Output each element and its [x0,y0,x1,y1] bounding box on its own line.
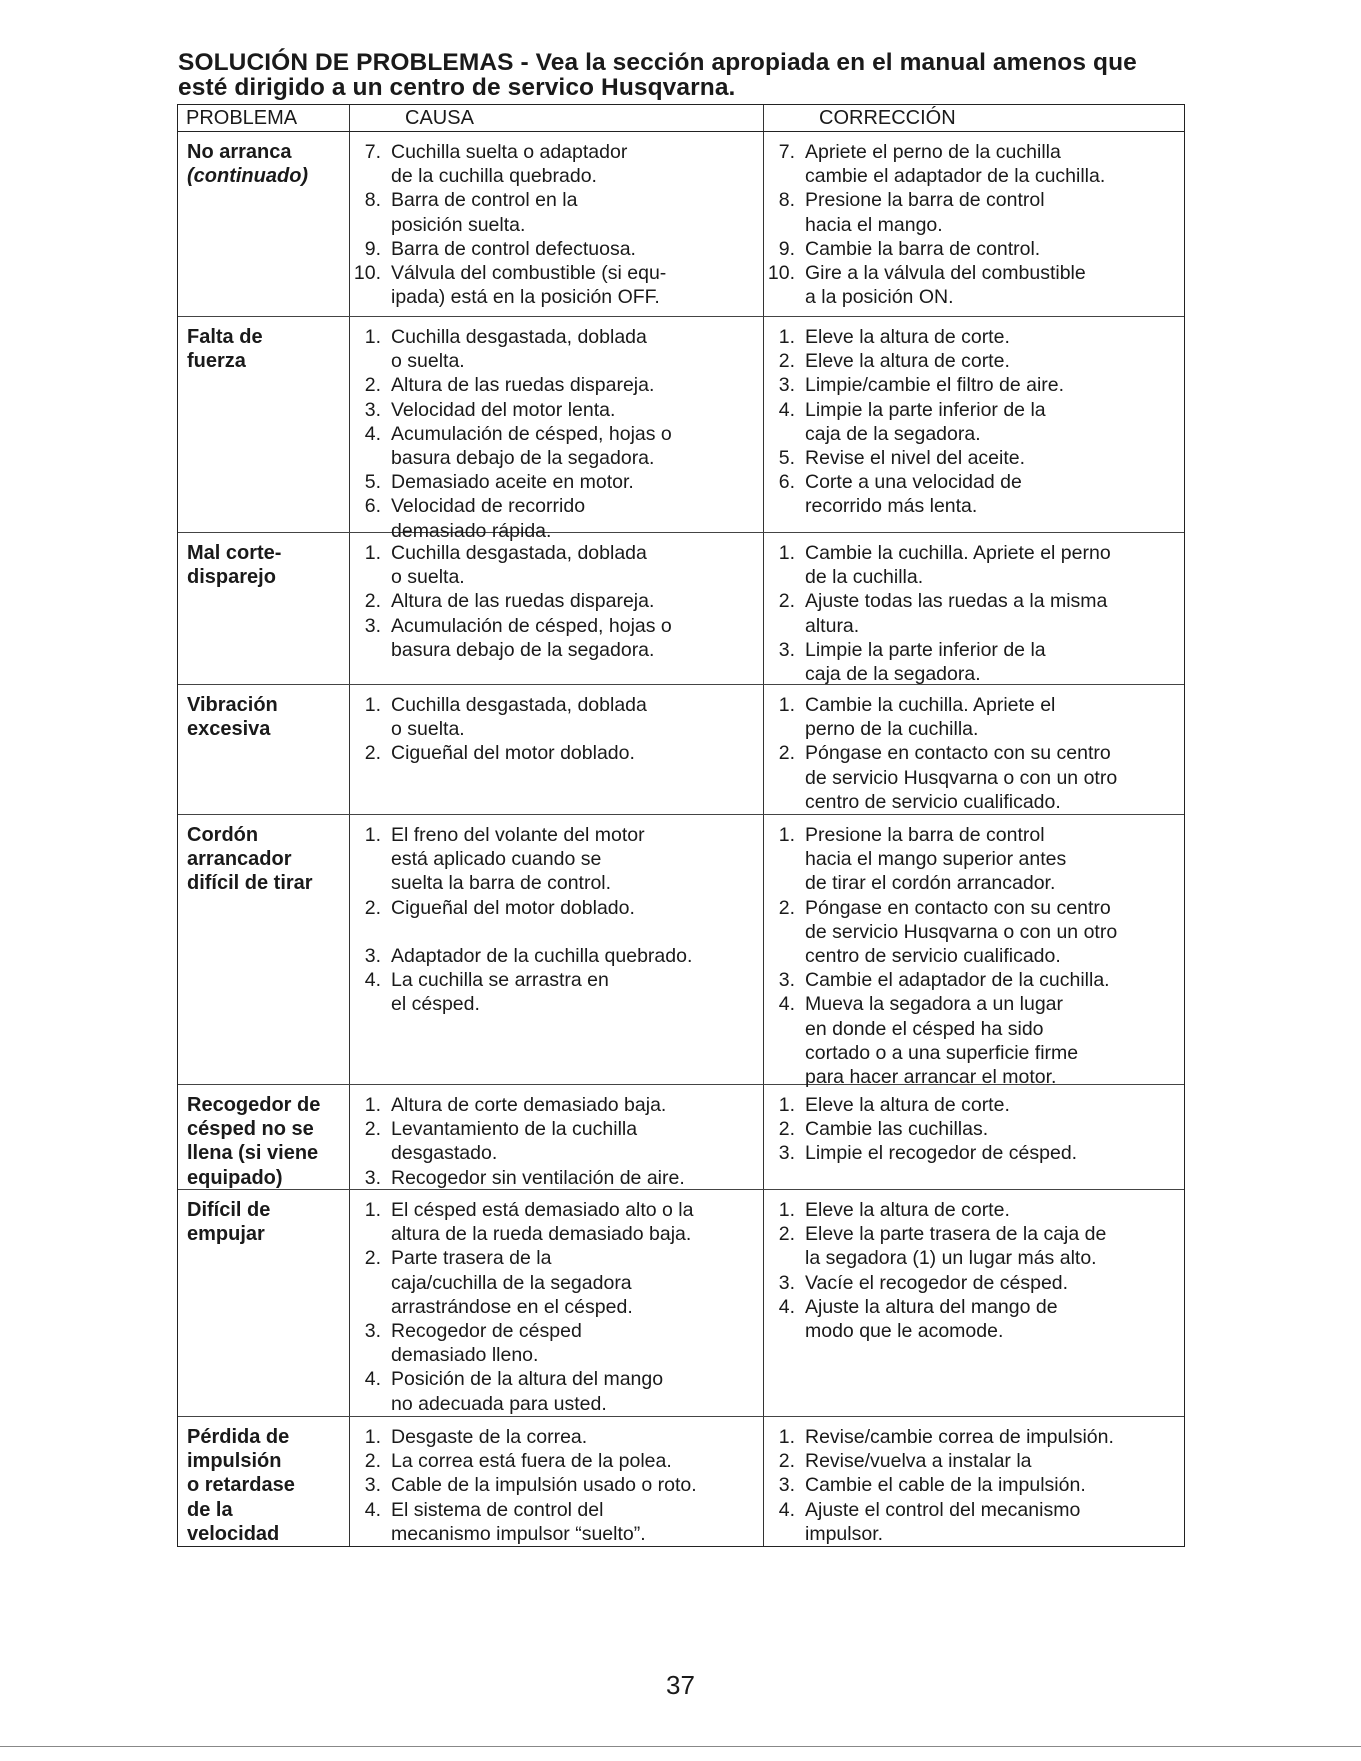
item-number: 10. [767,262,795,285]
item-text: Póngase en contacto con su centro de servicio Husqvarna o con un otro centro de servicio cualificado. [805,896,1118,968]
item-text: Cambie la barra de control. [805,237,1041,260]
correction-item [764,823,1184,896]
problem-label: Recogedor de césped no se llena (si viene equipado) [187,1094,321,1189]
item-number: 4. [364,1498,381,1521]
correction-item [764,638,1184,686]
item-text: Válvula del combustible (si equ- ipada) está en la posición OFF. [391,262,667,309]
item-text: Póngase en contacto con su centro de servicio Husqvarna o con un otro centro de servicio cualificado. [805,742,1118,813]
item-number: 2. [364,1450,381,1473]
correction-item [764,1271,1184,1295]
correction-item [764,237,1184,261]
item-number: 4. [364,969,381,992]
cause-item [350,1198,763,1246]
item-text: Ajuste todas las ruedas a la misma altura. [805,590,1108,637]
item-number: 4. [778,1498,795,1521]
problem-cell [178,132,350,316]
item-number: 3. [364,614,381,637]
correction-cell [764,1085,1184,1189]
item-text: Altura de corte demasiado baja. [391,1094,667,1116]
item-text: Cambie el adaptador de la cuchilla. [805,969,1110,992]
item-number: 4. [364,422,381,445]
correction-cell [764,1190,1184,1416]
correction-item [764,1449,1184,1473]
page-heading-line1: SOLUCIÓN DE PROBLEMAS - Vea la sección apropiada en el manual amenos que [178,49,1137,76]
cause-item [350,1367,763,1415]
correction-item [764,896,1184,969]
item-number: 1. [778,542,795,564]
item-number: 6. [364,495,381,518]
cause-item [350,1498,763,1546]
item-text: Cambie la cuchilla. Apriete el perno de la cuchilla. [805,694,1056,741]
item-text: Cambie la cuchilla. Apriete el perno de la cuchilla. [805,542,1111,589]
cause-item [350,614,763,662]
item-number: 1. [364,542,381,564]
item-text: Posición de la altura del mango no adecuada para usted. [391,1368,664,1415]
table-row [178,132,1184,317]
correction-cell [764,815,1184,1089]
item-text: Eleve la altura de corte. [805,1094,1010,1116]
item-text: El freno del volante del motor está aplicado cuando se suelta la barra de control. [391,824,645,895]
table-row [178,1190,1184,1417]
problem-label: Falta de fuerza [187,326,263,373]
problem-label: Difícil de empujar [187,1199,271,1246]
item-number: 7. [778,141,795,163]
item-number: 3. [364,1474,381,1497]
cause-item [350,1117,763,1165]
item-number: 9. [364,237,381,260]
page-heading [178,50,1198,100]
item-text: Limpie/cambie el filtro de aire. [805,374,1065,397]
problem-note: (continuado) [187,165,309,188]
cause-cell [350,317,764,542]
table-row [178,1417,1184,1546]
item-text: Velocidad del motor lenta. [391,398,616,421]
item-text: Eleve la parte trasera de la caja de la segadora (1) un lugar más alto. [805,1223,1107,1270]
problem-cell [178,533,350,684]
item-text: Recogedor sin ventilación de aire. [391,1166,685,1189]
item-text: El sistema de control del mecanismo impulsor “suelto”. [391,1498,646,1545]
bottom-rule [0,1746,1361,1747]
item-number: 1. [778,694,795,716]
item-number: 10. [353,262,381,285]
cause-item [350,188,763,236]
item-text: El césped está demasiado alto o la altura de la rueda demasiado baja. [391,1199,694,1246]
item-text: Eleve la altura de corte. [805,326,1010,348]
cause-item [350,1319,763,1367]
item-text: Cuchilla suelta o adaptador de la cuchilla quebrado. [391,141,628,188]
item-number: 9. [778,237,795,260]
problem-label: Vibración excesiva [187,694,278,741]
item-text: Demasiado aceite en motor. [391,471,634,494]
cause-item [350,422,763,470]
cause-item [350,1425,763,1449]
item-number: 1. [364,1199,381,1221]
item-number: 7. [364,141,381,163]
cause-cell [350,132,764,316]
cause-cell [350,1085,764,1189]
item-number: 4. [364,1368,381,1391]
correction-cell [764,685,1184,814]
correction-cell [764,132,1184,316]
correction-item [764,1198,1184,1222]
correction-item [764,992,1184,1089]
item-number: 3. [778,1474,795,1497]
item-number: 1. [778,326,795,348]
cause-cell [350,1190,764,1416]
correction-item [764,188,1184,236]
cause-item [350,823,763,896]
item-text: Velocidad de recorrido demasiado rápida. [391,495,586,542]
cause-item [350,373,763,397]
item-number: 1. [364,694,381,716]
correction-item [764,1425,1184,1449]
item-text: Ajuste la altura del mango de modo que le acomode. [805,1295,1058,1343]
cause-cell [350,685,764,814]
correction-item [764,349,1184,373]
item-number: 3. [778,969,795,992]
problem-label: Mal corte- disparejo [187,542,282,589]
item-text: Barra de control en la posición suelta. [391,189,578,236]
item-number: 2. [364,742,381,765]
item-text: Limpie la parte inferior de la caja de la segadora. [805,398,1046,445]
item-number: 8. [364,189,381,212]
cause-item [350,741,763,765]
correction-item [764,1141,1184,1165]
cause-item [350,1166,763,1190]
problem-label: Cordón arrancador difícil de tirar [187,824,313,895]
troubleshooting-table [177,104,1185,1547]
item-number: 2. [778,896,795,919]
problem-cell [178,815,350,1084]
item-text: Acumulación de césped, hojas o basura debajo de la segadora. [391,614,672,661]
item-text: Cuchilla desgastada, doblada o suelta. [391,542,647,589]
table-row [178,685,1184,815]
cause-item [350,470,763,494]
cause-item [350,968,763,1016]
item-text: Adaptador de la cuchilla quebrado. [391,945,693,968]
item-text: Cable de la impulsión usado o roto. [391,1474,697,1497]
cause-item [350,589,763,613]
cause-item [350,541,763,589]
item-number: 4. [778,1295,795,1318]
item-number: 1. [364,1094,381,1116]
table-header [178,105,1184,132]
correction-item [764,1222,1184,1270]
item-text: Presione la barra de control hacia el mango superior antes de tirar el cordón arrancador. [805,824,1067,895]
correction-item [764,1093,1184,1117]
correction-cell [764,317,1184,532]
correction-item [764,541,1184,589]
item-text: Revise el nivel del aceite. [805,447,1026,470]
item-text: Eleve la altura de corte. [805,1199,1010,1221]
item-number: 5. [778,447,795,470]
table-row [178,815,1184,1089]
item-text: Cuchilla desgastada, doblada o suelta. [391,694,647,741]
item-text: Apriete el perno de la cuchilla cambie el adaptador de la cuchilla. [805,141,1106,188]
cause-item [350,398,763,422]
item-text: Altura de las ruedas dispareja. [391,590,655,613]
item-text: Acumulación de césped, hojas o basura debajo de la segadora. [391,422,672,470]
table-row [178,1085,1184,1190]
item-number: 3. [364,945,381,968]
item-number: 8. [778,189,795,212]
item-number: 2. [364,896,381,919]
item-text: Recogedor de césped demasiado lleno. [391,1320,582,1367]
header-problem: PROBLEMA [178,105,350,131]
cause-item [350,1093,763,1117]
correction-item [764,325,1184,349]
item-text: Cuchilla desgastada, doblada o suelta. [391,326,647,373]
header-correction: CORRECCIÓN [819,107,956,129]
item-number: 2. [778,1118,795,1141]
item-number: 4. [778,398,795,421]
item-text: Eleve la altura de corte. [805,350,1010,373]
item-number: 2. [364,374,381,397]
item-text: Gire a la válvula del combustible a la posición ON. [805,262,1086,309]
correction-item [764,1498,1184,1546]
item-number: 1. [364,824,381,846]
correction-cell [764,1417,1184,1546]
problem-cell [178,1417,350,1546]
item-number: 1. [778,1094,795,1116]
problem-label: Pérdida de impulsión o retardase de la velocidad [187,1426,295,1545]
item-text: Cambie las cuchillas. [805,1118,989,1141]
item-text: Limpie la parte inferior de la caja de la segadora. [805,638,1046,686]
item-number: 3. [778,638,795,661]
item-text: Corte a una velocidad de recorrido más lenta. [805,471,1022,518]
table-row [178,317,1184,542]
item-number: 2. [778,1450,795,1473]
item-text: Parte trasera de la caja/cuchilla de la segadora arrastrándose en el césped. [391,1247,633,1318]
item-text: Ajuste el control del mecanismo impulsor. [805,1498,1081,1545]
item-number: 2. [364,1247,381,1270]
item-number: 4. [778,993,795,1016]
table-body [178,132,1184,1546]
header-cause: CAUSA [350,105,764,131]
correction-item [764,968,1184,992]
item-number: 2. [778,590,795,613]
item-text: Desgaste de la correa. [391,1426,588,1448]
item-text: Limpie el recogedor de césped. [805,1142,1078,1165]
item-number: 3. [364,398,381,421]
correction-item [764,589,1184,637]
item-text: Revise/cambie correa de impulsión. [805,1426,1114,1448]
correction-item [764,470,1184,518]
item-number: 6. [778,471,795,494]
correction-item [764,261,1184,309]
item-text: Revise/vuelva a instalar la [805,1450,1032,1473]
item-number: 2. [364,590,381,613]
cause-cell [350,815,764,1084]
correction-item [764,373,1184,397]
item-text: La cuchilla se arrastra en el césped. [391,969,609,1016]
item-text: Levantamiento de la cuchilla desgastado. [391,1118,638,1165]
cause-item [350,693,763,741]
item-number: 5. [364,471,381,494]
cause-item [350,1246,763,1319]
correction-item [764,1473,1184,1497]
cause-item [350,140,763,188]
item-number: 2. [364,1118,381,1141]
problem-label: No arranca [187,141,292,163]
item-number: 3. [778,1142,795,1165]
item-number: 1. [364,1426,381,1448]
page-heading-line2: esté dirigido a un centro de servico Husqvarna. [178,74,736,101]
cause-item [350,261,763,309]
item-number: 2. [778,350,795,373]
problem-cell [178,1190,350,1416]
item-number: 2. [778,742,795,765]
correction-item [764,1117,1184,1141]
cause-item [350,1473,763,1497]
item-text: Mueva la segadora a un lugar en donde el césped ha sido cortado o a una superficie firme para hacer arrancar el motor. [805,993,1079,1089]
cause-item [350,896,763,944]
item-text: La correa está fuera de la polea. [391,1450,672,1473]
problem-cell [178,1085,350,1189]
item-number: 1. [778,1199,795,1221]
item-number: 1. [778,824,795,846]
cause-cell [350,1417,764,1546]
item-number: 1. [364,326,381,348]
cause-cell [350,533,764,684]
problem-cell [178,317,350,532]
correction-item [764,398,1184,446]
cause-item [350,237,763,261]
item-text: Altura de las ruedas dispareja. [391,374,655,397]
correction-item [764,693,1184,741]
cause-item [350,1449,763,1473]
correction-item [764,1295,1184,1343]
item-text: Vacíe el recogedor de césped. [805,1271,1069,1294]
cause-item [350,325,763,373]
cause-item [350,944,763,968]
problem-cell [178,685,350,814]
page-number: 37 [666,1670,695,1700]
item-text: Cambie el cable de la impulsión. [805,1474,1086,1497]
item-number: 3. [778,374,795,397]
item-text: Cigueñal del motor doblado. [391,742,635,765]
table-row [178,533,1184,685]
item-text: Cigueñal del motor doblado. [391,896,635,919]
item-text: Barra de control defectuosa. [391,237,636,260]
correction-item [764,446,1184,470]
correction-item [764,741,1184,814]
correction-item [764,140,1184,188]
item-text: Presione la barra de control hacia el mango. [805,189,1045,236]
item-number: 3. [364,1320,381,1343]
item-number: 3. [778,1271,795,1294]
item-number: 3. [364,1166,381,1189]
item-number: 1. [778,1426,795,1448]
correction-cell [764,533,1184,684]
item-number: 2. [778,1223,795,1246]
